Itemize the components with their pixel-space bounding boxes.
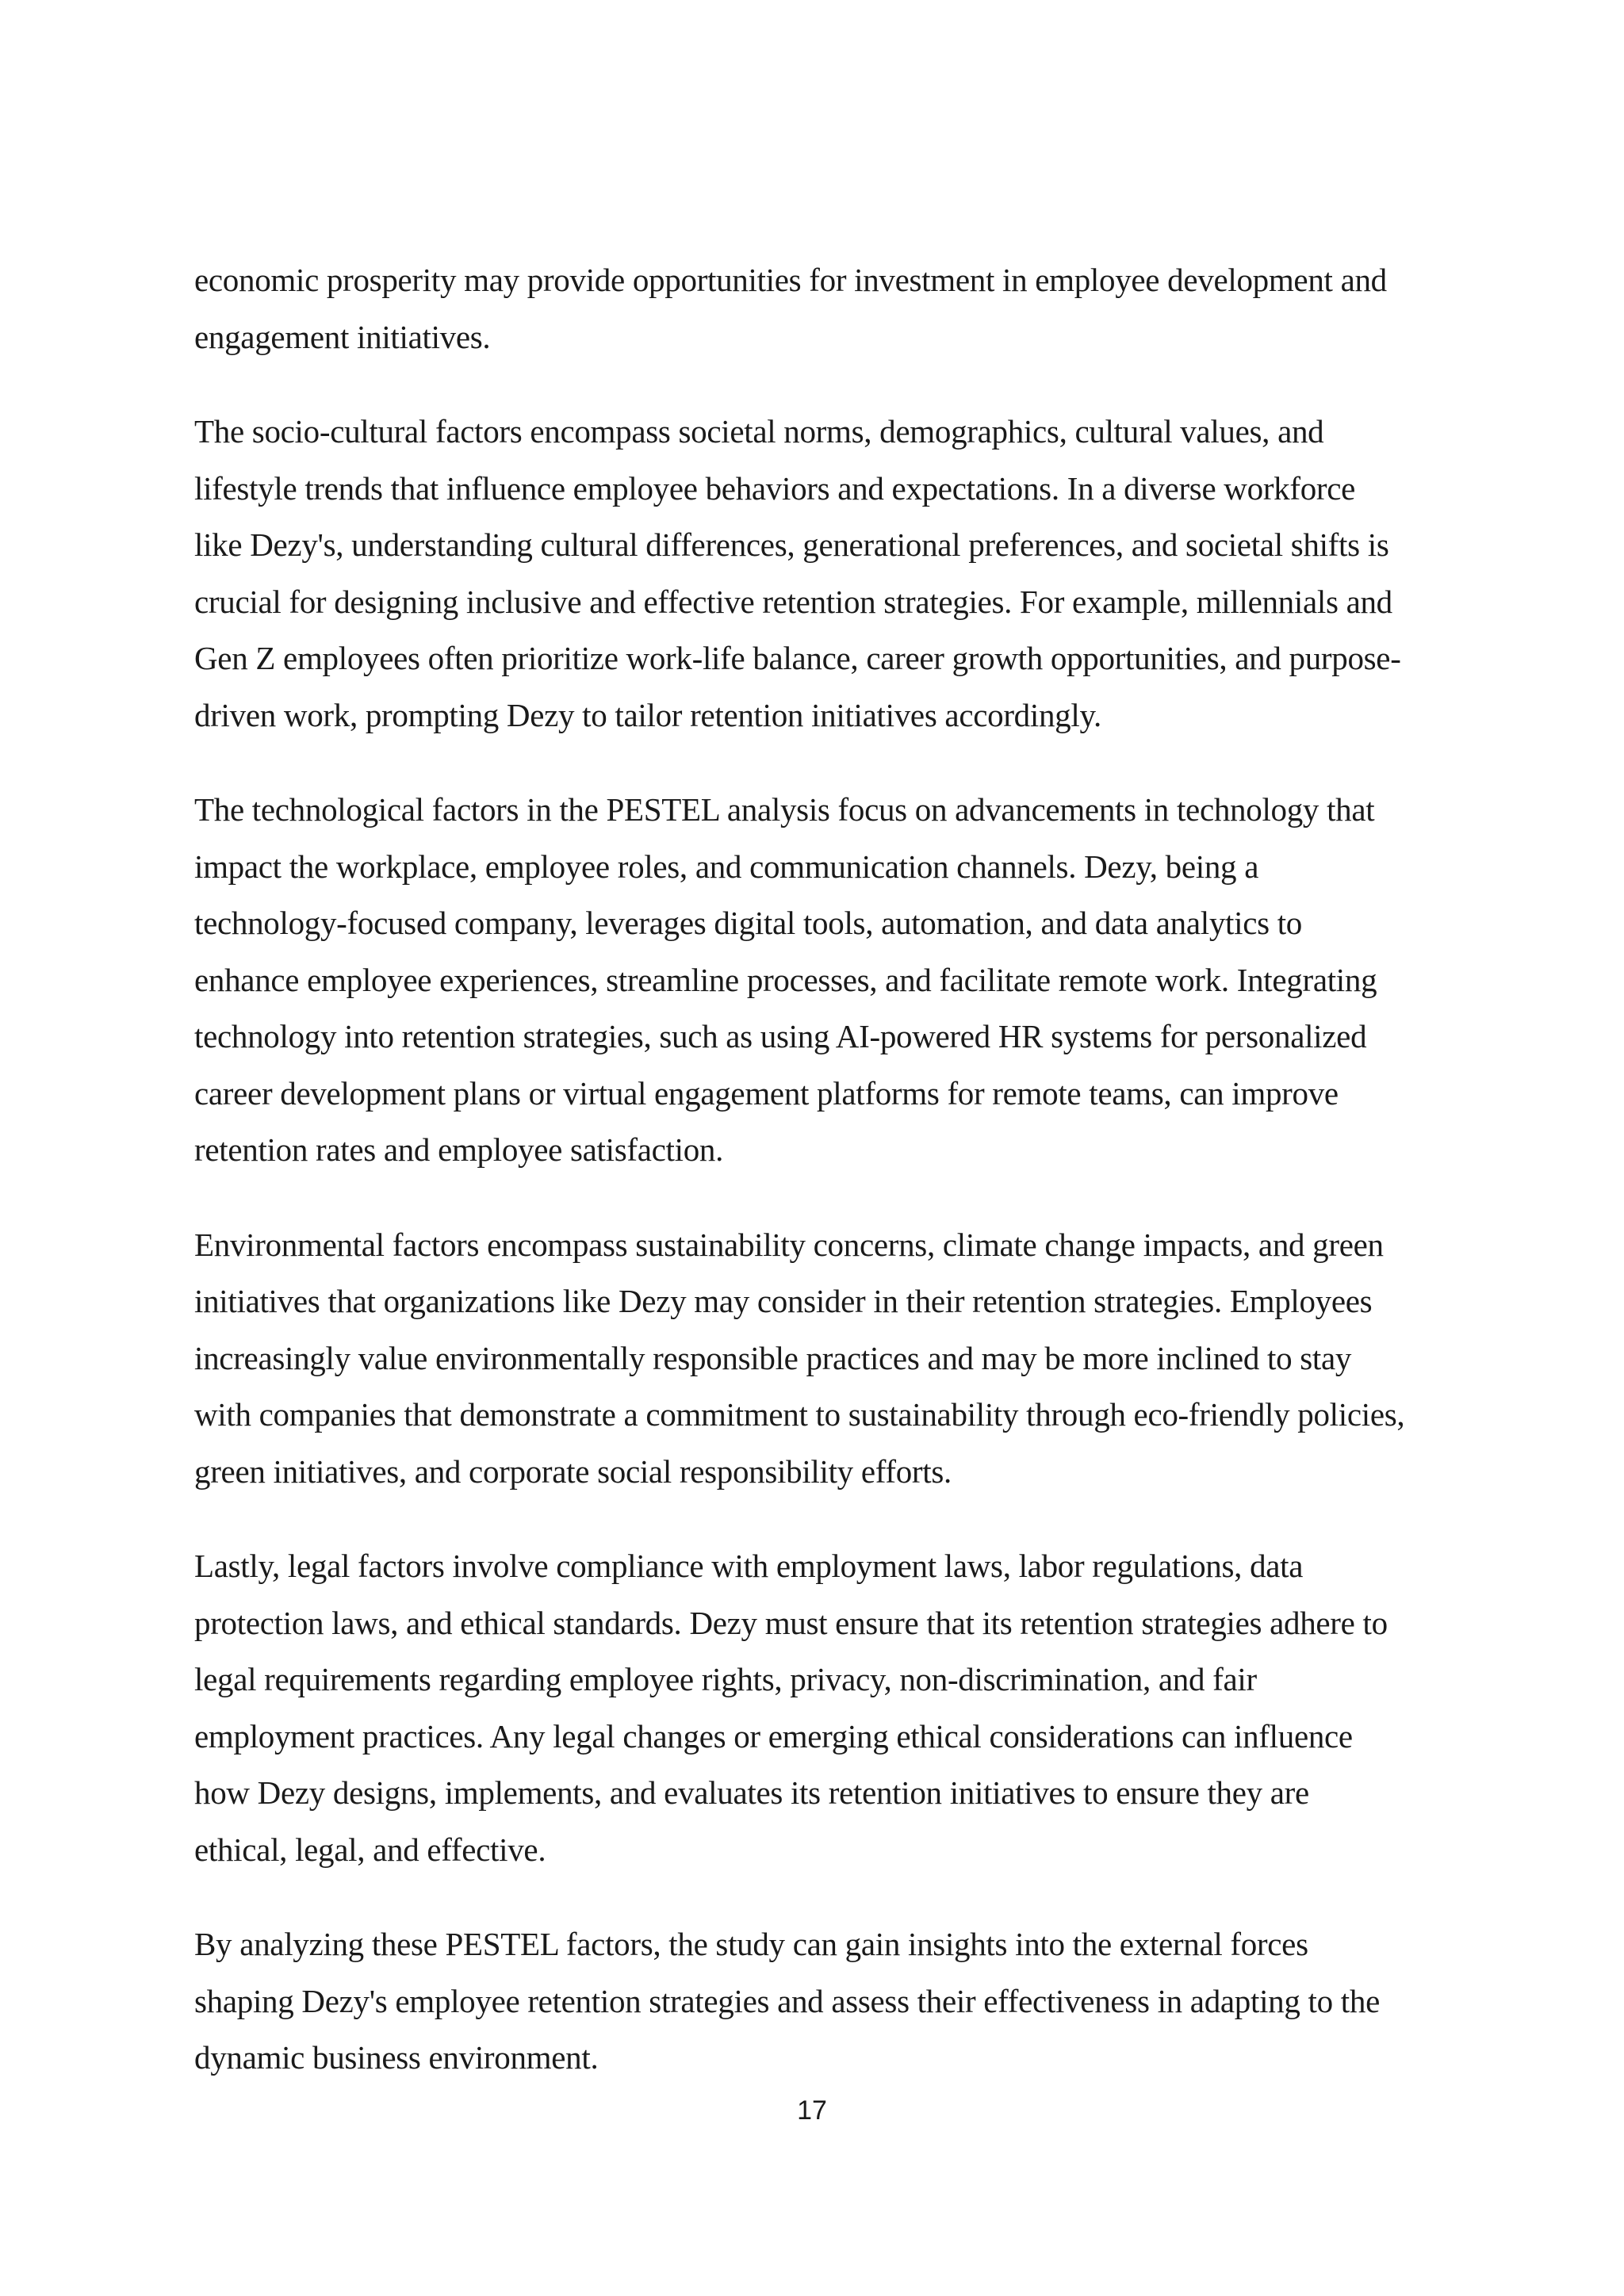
text-line: retention rates and employee satisfaction. — [194, 1131, 724, 1168]
text-line: technology-focused company, leverages digital tools, automation, and data analytics to — [194, 905, 1303, 941]
page-number: 17 — [797, 2095, 827, 2126]
paragraph-economic-prosperity — [194, 252, 1463, 365]
text-line: enhance employee experiences, streamline processes, and facilitate remote work. Integrating — [194, 961, 1377, 998]
text-line: lifestyle trends that influence employee behaviors and expectations. In a diverse workforce — [194, 469, 1356, 507]
paragraph-conclusion — [194, 1916, 1463, 2087]
text-line: green initiatives, and corporate social responsibility efforts. — [194, 1452, 952, 1490]
text-line: Lastly, legal factors involve compliance with employment laws, labor regulations, data — [194, 1548, 1304, 1584]
text-line: economic prosperity may provide opportunities for investment in employee development and — [194, 262, 1387, 298]
text-line: employment practices. Any legal changes or emerging ethical considerations can influence — [194, 1717, 1353, 1755]
text-line: technology into retention strategies, such as using AI-powered HR systems for personalized — [194, 1018, 1367, 1054]
text-line: driven work, prompting Dezy to tailor retention initiatives accordingly. — [194, 696, 1101, 733]
text-line: The technological factors in the PESTEL analysis focus on advancements in technology that — [194, 791, 1375, 828]
text-line: career development plans or virtual engagement platforms for remote teams, can improve — [194, 1074, 1339, 1112]
text-line: crucial for designing inclusive and effective retention strategies. For example, millennials and — [194, 583, 1392, 620]
text-line: Gen Z employees often prioritize work-life balance, career growth opportunities, and purpose- — [194, 640, 1401, 676]
body-text — [194, 252, 1463, 2125]
text-line: shaping Dezy's employee retention strategies and assess their effectiveness in adapting to the — [194, 1982, 1380, 2019]
text-line: dynamic business environment. — [194, 2039, 599, 2076]
text-line: By analyzing these PESTEL factors, the study can gain insights into the external forces — [194, 1926, 1308, 1962]
paragraph-legal — [194, 1538, 1463, 1878]
text-line: engagement initiatives. — [194, 318, 491, 355]
text-line: like Dezy's, understanding cultural differences, generational preferences, and societal shifts is — [194, 526, 1389, 563]
text-line: impact the workplace, employee roles, and communication channels. Dezy, being a — [194, 848, 1259, 885]
paragraph-socio-cultural — [194, 404, 1463, 744]
text-line: with companies that demonstrate a commitment to sustainability through eco-friendly policies, — [194, 1396, 1405, 1433]
text-line: ethical, legal, and effective. — [194, 1831, 546, 1868]
text-line: how Dezy designs, implements, and evaluates its retention initiatives to ensure they are — [194, 1774, 1309, 1811]
text-line: legal requirements regarding employee rights, privacy, non-discrimination, and fair — [194, 1661, 1257, 1697]
paragraph-technological — [194, 782, 1463, 1179]
text-line: protection laws, and ethical standards. Dezy must ensure that its retention strategies adhere to — [194, 1604, 1388, 1641]
text-line: The socio-cultural factors encompass societal norms, demographics, cultural values, and — [194, 413, 1324, 450]
text-line: Environmental factors encompass sustainability concerns, climate change impacts, and green — [194, 1226, 1384, 1263]
text-line: increasingly value environmentally responsible practices and may be more inclined to stay — [194, 1339, 1352, 1376]
text-line: initiatives that organizations like Dezy may consider in their retention strategies. Employees — [194, 1283, 1373, 1319]
paragraph-environmental — [194, 1217, 1463, 1501]
